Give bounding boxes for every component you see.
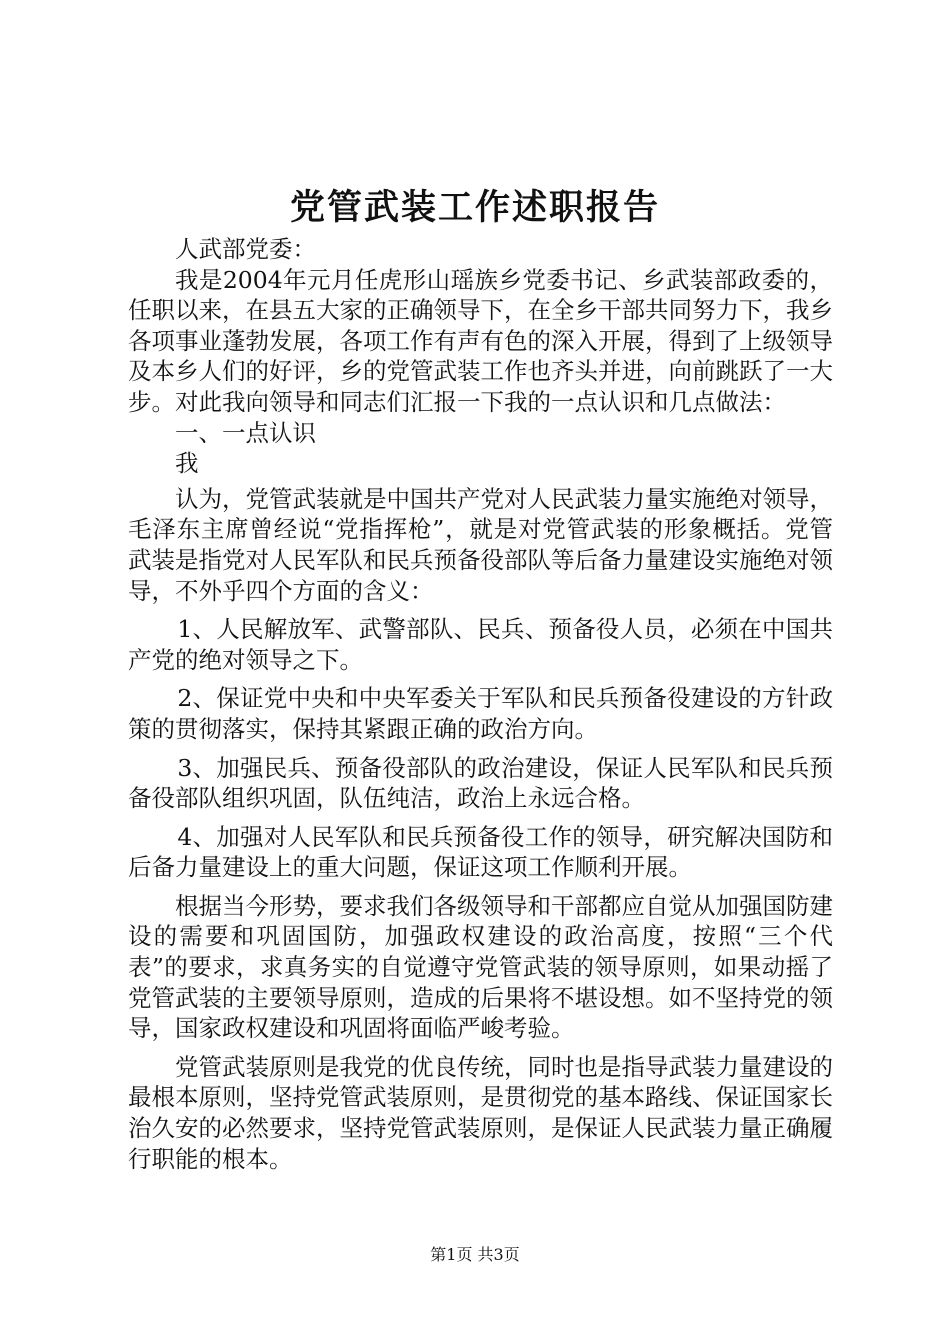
list-item-4: 4、加强对人民军队和民兵预备役工作的领导，研究解决国防和后备力量建设上的重大问题，保证这项工作顺利开展。 bbox=[128, 822, 833, 882]
list-item-2: 2、保证党中央和中央军委关于军队和民兵预备役建设的方针政策的贯彻落实，保持其紧跟正确的政治方向。 bbox=[128, 684, 833, 743]
paragraph-principle: 党管武装原则是我党的优良传统，同时也是指导武装力量建设的最根本原则，坚持党管武装原则，是贯彻党的基本路线、保证国家长治久安的必然要求，坚持党管武装原则，是保证人民武装力量正确履行职能的根本。 bbox=[128, 1052, 833, 1173]
list-item-3: 3、加强民兵、预备役部队的政治建设，保证人民军队和民兵预备役部队组织巩固，队伍纯洁，政治上永远合格。 bbox=[128, 753, 833, 813]
page-number: 第1页 共3页 bbox=[430, 1245, 520, 1264]
paragraph-definition: 认为，党管武装就是中国共产党对人民武装力量实施绝对领导，毛泽东主席曾经说“党指挥枪”，就是对党管武装的形象概括。党管武装是指党对人民军队和民兵预备役部队等后备力量建设实施绝对领导，不外乎四个方面的含义： bbox=[128, 484, 833, 605]
paragraph-situation: 根据当今形势，要求我们各级领导和干部都应自觉从加强国防建设的需要和巩固国防，加强政权建设的政治高度，按照“三个代表”的要求，求真务实的自觉遵守党管武装的领导原则，如果动摇了党管武装的主要领导原则，造成的后果将不堪设想。如不坚持党的领导，国家政权建设和巩固将面临严峻考验。 bbox=[128, 891, 833, 1043]
section-heading: 一、一点认识 bbox=[175, 418, 316, 447]
salutation: 人武部党委： bbox=[175, 235, 316, 263]
document-title: 党管武装工作述职报告 bbox=[289, 187, 660, 228]
list-item-1: 1、人民解放军、武警部队、民兵、预备役人员，必须在中国共产党的绝对领导之下。 bbox=[128, 615, 833, 674]
document-body bbox=[128, 234, 833, 1174]
paragraph-fragment: 我 bbox=[175, 449, 199, 478]
paragraph-intro: 我是2004年元月任虎形山瑶族乡党委书记、乡武装部政委的，任职以来，在县五大家的正确领导下，在全乡干部共同努力下，我乡各项事业蓬勃发展，各项工作有声有色的深入开展，得到了上级领导及本乡人们的好评，乡的党管武装工作也齐头并进，向前跳跃了一大步。对此我向领导和同志们汇报一下我的一点认识和几点做法： bbox=[128, 265, 833, 416]
